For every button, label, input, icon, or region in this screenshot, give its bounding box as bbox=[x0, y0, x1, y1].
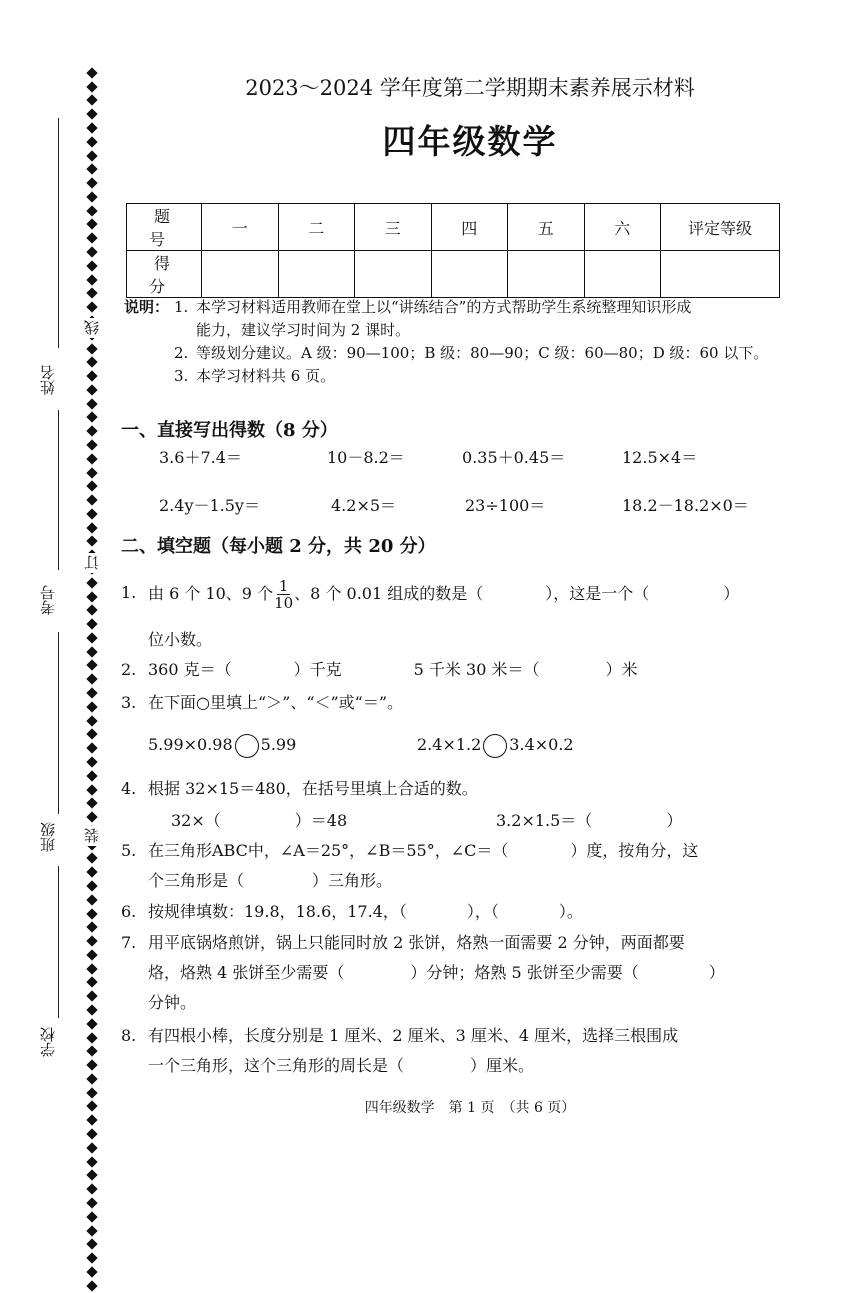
diamond-mark bbox=[86, 136, 97, 147]
score-cell bbox=[508, 251, 585, 298]
diamond-mark bbox=[86, 729, 97, 740]
diamond-mark bbox=[86, 1073, 97, 1084]
diamond-mark bbox=[86, 894, 97, 905]
comparison-right: 5.99 bbox=[260, 735, 297, 754]
q5-text-b: ）度，按角分，这 bbox=[570, 841, 699, 860]
score-table bbox=[126, 203, 780, 298]
comparison-1 bbox=[148, 730, 296, 760]
score-cell bbox=[661, 251, 780, 298]
question-4 bbox=[121, 774, 797, 836]
diamond-mark bbox=[86, 357, 97, 368]
diamond-mark bbox=[86, 1266, 97, 1277]
diamond-mark bbox=[86, 963, 97, 974]
q2-text-d: ）米 bbox=[605, 660, 638, 679]
diamond-mark bbox=[86, 412, 97, 423]
diamond-mark bbox=[86, 494, 97, 505]
question-5 bbox=[121, 836, 797, 896]
note-text: 本学习材料适用教师在堂上以“讲练结合”的方式帮助学生系统整理知识形成 bbox=[196, 298, 692, 316]
diamond-mark bbox=[86, 426, 97, 437]
class-label: 班级 bbox=[39, 822, 57, 852]
score-header-cell: 评定等级 bbox=[661, 204, 780, 251]
note-continuation: 能力，建议学习时间为 2 课时。 bbox=[196, 321, 411, 339]
q4-item-1 bbox=[171, 806, 347, 836]
diamond-mark bbox=[86, 191, 97, 202]
diamond-mark bbox=[86, 1046, 97, 1057]
class-line bbox=[58, 866, 59, 1018]
diamond-mark bbox=[86, 81, 97, 92]
diamond-mark bbox=[86, 674, 97, 685]
q8-text-a: 一个三角形，这个三角形的周长是（ bbox=[148, 1056, 405, 1075]
score-cell bbox=[584, 251, 661, 298]
question-number: 3. bbox=[121, 693, 137, 712]
diamond-mark bbox=[86, 949, 97, 960]
diamond-mark bbox=[86, 1211, 97, 1222]
score-row-label: 得 分 bbox=[127, 251, 202, 298]
diamond-mark bbox=[86, 481, 97, 492]
score-cell bbox=[278, 251, 355, 298]
diamond-mark bbox=[86, 1170, 97, 1181]
score-cell bbox=[431, 251, 508, 298]
diamond-mark bbox=[86, 756, 97, 767]
diamond-mark bbox=[86, 1184, 97, 1195]
q1-text-c: ），这是一个（ bbox=[545, 584, 650, 603]
calc-item: 3.6＋7.4＝ bbox=[159, 448, 242, 467]
question-body: 用平底锅烙煎饼，锅上只能同时放 2 张饼，烙熟一面需要 2 分钟，两面都要 bbox=[148, 933, 685, 952]
q1-line2: 位小数。 bbox=[148, 630, 213, 649]
diamond-mark bbox=[86, 577, 97, 588]
question-1 bbox=[121, 578, 797, 655]
question-2 bbox=[121, 655, 797, 685]
diamond-mark bbox=[86, 632, 97, 643]
q4-text-b: ）＝48 bbox=[294, 811, 348, 830]
q5-text-d: ）三角形。 bbox=[312, 871, 393, 890]
diamond-mark bbox=[86, 908, 97, 919]
q4-text-a: 32×（ bbox=[171, 811, 221, 830]
diamond-mark bbox=[86, 591, 97, 602]
name-line-lower bbox=[58, 410, 59, 570]
diamond-mark bbox=[86, 439, 97, 450]
question-number: 6. bbox=[121, 902, 137, 921]
q8-text-b: ）厘米。 bbox=[470, 1056, 535, 1075]
diamond-mark bbox=[86, 164, 97, 175]
q4-text-c: 3.2×1.5＝（ bbox=[496, 811, 593, 830]
note-text: 等级划分建议。A 级：90—100；B 级：80—90；C 级：60—80；D 级：60 以下。 bbox=[196, 344, 769, 362]
question-number: 7. bbox=[121, 933, 137, 952]
calc-item: 0.35＋0.45＝ bbox=[462, 448, 566, 467]
diamond-mark bbox=[86, 205, 97, 216]
score-table-header-row bbox=[127, 204, 780, 251]
binding-mark-seal: 装 bbox=[82, 826, 102, 846]
note-item bbox=[124, 296, 804, 319]
diamond-mark bbox=[86, 95, 97, 106]
diamond-mark bbox=[86, 67, 97, 78]
exam-no-label: 考号 bbox=[39, 585, 57, 615]
note-item bbox=[124, 342, 804, 365]
diamond-mark bbox=[86, 687, 97, 698]
diamond-mark bbox=[86, 991, 97, 1002]
q1-text-b: 、8 个 0.01 组成的数是（ bbox=[294, 584, 484, 603]
score-header-cell: 六 bbox=[584, 204, 661, 251]
question-body: 有四根小棒，长度分别是 1 厘米、2 厘米、3 厘米、4 厘米，选择三根围成 bbox=[148, 1026, 679, 1045]
diamond-mark bbox=[86, 1032, 97, 1043]
note-num: 3. bbox=[174, 367, 189, 385]
note-text: 本学习材料共 6 页。 bbox=[196, 367, 336, 385]
diamond-mark bbox=[86, 260, 97, 271]
diamond-mark bbox=[86, 288, 97, 299]
comparison-circle[interactable] bbox=[235, 734, 259, 758]
diamond-mark bbox=[86, 811, 97, 822]
q2-text-b: ）千克 bbox=[293, 660, 342, 679]
question-3 bbox=[121, 688, 797, 760]
score-header-cell: 五 bbox=[508, 204, 585, 251]
q4-text-d: ） bbox=[666, 811, 683, 830]
question-body bbox=[148, 836, 797, 866]
q2-text-a: 360 克＝（ bbox=[148, 660, 232, 679]
diamond-mark bbox=[86, 302, 97, 313]
question-body bbox=[148, 897, 797, 927]
comparison-circle[interactable] bbox=[483, 734, 507, 758]
page-footer: 四年级数学 第 1 页 （共 6 页） bbox=[364, 1100, 576, 1116]
diamond-mark bbox=[86, 880, 97, 891]
score-header-cell: 二 bbox=[278, 204, 355, 251]
score-header-cell: 四 bbox=[431, 204, 508, 251]
diamond-mark bbox=[86, 177, 97, 188]
score-header-cell: 题 号 bbox=[127, 204, 202, 251]
diamond-mark bbox=[86, 660, 97, 671]
diamond-mark bbox=[86, 1142, 97, 1153]
question-body-line3: 分钟。 bbox=[148, 993, 197, 1012]
q6-text-a: 按规律填数：19.8，18.6，17.4，（ bbox=[148, 902, 407, 921]
exam-no-line bbox=[58, 632, 59, 814]
school-label: 学校 bbox=[39, 1027, 57, 1057]
notes-lead: 说明： bbox=[124, 298, 170, 316]
binding-mark-line: 线 bbox=[82, 318, 102, 338]
question-body bbox=[148, 578, 797, 611]
q3-comparisons bbox=[148, 730, 797, 760]
question-number: 1. bbox=[121, 583, 137, 602]
question-body bbox=[148, 655, 797, 685]
score-header-cell: 一 bbox=[202, 204, 279, 251]
calc-item: 12.5×4＝ bbox=[622, 448, 698, 467]
score-header-cell: 三 bbox=[355, 204, 432, 251]
comparison-left: 5.99×0.98 bbox=[148, 735, 233, 754]
q5-text-a: 在三角形ABC中，∠A＝25°，∠B＝55°，∠C＝（ bbox=[148, 841, 509, 860]
diamond-mark bbox=[86, 246, 97, 257]
q6-text-b: ），（ bbox=[466, 902, 499, 921]
exam-title: 四年级数学 bbox=[382, 122, 558, 161]
diamond-mark bbox=[86, 1059, 97, 1070]
score-cell bbox=[202, 251, 279, 298]
diamond-mark bbox=[86, 1115, 97, 1126]
name-line bbox=[58, 118, 59, 348]
diamond-mark bbox=[86, 122, 97, 133]
q5-text-c: 个三角形是（ bbox=[148, 871, 245, 890]
diamond-mark bbox=[86, 1018, 97, 1029]
diamond-mark bbox=[86, 453, 97, 464]
diamond-mark bbox=[86, 274, 97, 285]
question-number: 2. bbox=[121, 660, 137, 679]
diamond-mark bbox=[86, 1156, 97, 1167]
q7-text-c: ） bbox=[708, 963, 725, 982]
diamond-mark bbox=[86, 701, 97, 712]
diamond-mark bbox=[86, 1252, 97, 1263]
q6-text-c: ）。 bbox=[558, 902, 583, 921]
diamond-mark bbox=[86, 536, 97, 547]
name-label: 姓名 bbox=[39, 365, 57, 395]
instructions bbox=[124, 296, 804, 388]
diamond-border bbox=[84, 66, 100, 1293]
score-cell bbox=[355, 251, 432, 298]
diamond-mark bbox=[86, 1087, 97, 1098]
q1-text-d: ） bbox=[723, 584, 740, 603]
fraction-denominator: 10 bbox=[274, 594, 294, 612]
calc-item: 2.4y－1.5y＝ bbox=[159, 496, 260, 515]
diamond-mark bbox=[86, 853, 97, 864]
question-number: 8. bbox=[121, 1026, 137, 1045]
note-num: 2. bbox=[174, 344, 189, 362]
diamond-mark bbox=[86, 618, 97, 629]
exam-subtitle: 2023～2024 学年度第二学期期末素养展示材料 bbox=[245, 76, 695, 100]
note-item bbox=[124, 365, 804, 388]
note-num: 1. bbox=[174, 298, 189, 316]
diamond-mark bbox=[86, 522, 97, 533]
question-7 bbox=[121, 928, 797, 1018]
calc-item: 18.2－18.2×0＝ bbox=[622, 496, 749, 515]
diamond-mark bbox=[86, 770, 97, 781]
diamond-mark bbox=[86, 370, 97, 381]
diamond-mark bbox=[86, 784, 97, 795]
calc-item: 4.2×5＝ bbox=[331, 496, 397, 515]
diamond-mark bbox=[86, 467, 97, 478]
question-number: 4. bbox=[121, 779, 137, 798]
question-body: 根据 32×15＝480，在括号里填上合适的数。 bbox=[148, 779, 478, 798]
diamond-mark bbox=[86, 1239, 97, 1250]
diamond-mark bbox=[86, 935, 97, 946]
binding-margin bbox=[0, 0, 115, 1227]
diamond-mark bbox=[86, 219, 97, 230]
comparison-left: 2.4×1.2 bbox=[417, 735, 482, 754]
diamond-mark bbox=[86, 1128, 97, 1139]
q2-text-c: 5 千米 30 米＝（ bbox=[413, 660, 540, 679]
diamond-mark bbox=[86, 109, 97, 120]
question-6 bbox=[121, 897, 797, 927]
diamond-mark bbox=[86, 343, 97, 354]
diamond-mark bbox=[86, 1101, 97, 1112]
q4-blanks bbox=[148, 806, 797, 836]
diamond-mark bbox=[86, 715, 97, 726]
question-body-line2 bbox=[148, 1051, 797, 1081]
diamond-mark bbox=[86, 1280, 97, 1291]
q7-text-a: 烙，烙熟 4 张饼至少需要（ bbox=[148, 963, 345, 982]
diamond-mark bbox=[86, 508, 97, 519]
fraction-numerator: 1 bbox=[278, 577, 289, 595]
diamond-mark bbox=[86, 743, 97, 754]
question-number: 5. bbox=[121, 841, 137, 860]
diamond-mark bbox=[86, 398, 97, 409]
calc-item: 10－8.2＝ bbox=[327, 448, 405, 467]
diamond-mark bbox=[86, 977, 97, 988]
q4-item-2 bbox=[496, 806, 682, 836]
diamond-mark bbox=[86, 233, 97, 244]
diamond-mark bbox=[86, 646, 97, 657]
diamond-mark bbox=[86, 1197, 97, 1208]
question-body: 在下面○里填上“＞”、“＜”或“＝”。 bbox=[148, 693, 404, 712]
question-body-line2 bbox=[148, 958, 797, 988]
q7-text-b: ）分钟；烙熟 5 张饼至少需要（ bbox=[410, 963, 639, 982]
fraction-one-tenth bbox=[274, 578, 293, 611]
score-table-score-row bbox=[127, 251, 780, 298]
binding-mark-bind: 订 bbox=[82, 553, 102, 573]
question-body-line2 bbox=[148, 866, 797, 896]
diamond-mark bbox=[86, 150, 97, 161]
comparison-2 bbox=[417, 730, 574, 760]
diamond-mark bbox=[86, 922, 97, 933]
comparison-right: 3.4×0.2 bbox=[509, 735, 574, 754]
diamond-mark bbox=[86, 384, 97, 395]
question-8 bbox=[121, 1021, 797, 1081]
diamond-mark bbox=[86, 605, 97, 616]
q1-text-a: 由 6 个 10、9 个 bbox=[148, 584, 274, 603]
diamond-mark bbox=[86, 1004, 97, 1015]
section-1-title: 一、直接写出得数（8 分） bbox=[121, 420, 338, 441]
diamond-mark bbox=[86, 867, 97, 878]
diamond-mark bbox=[86, 798, 97, 809]
calc-item: 23÷100＝ bbox=[465, 496, 546, 515]
section-2-title: 二、填空题（每小题 2 分，共 20 分） bbox=[121, 536, 436, 557]
